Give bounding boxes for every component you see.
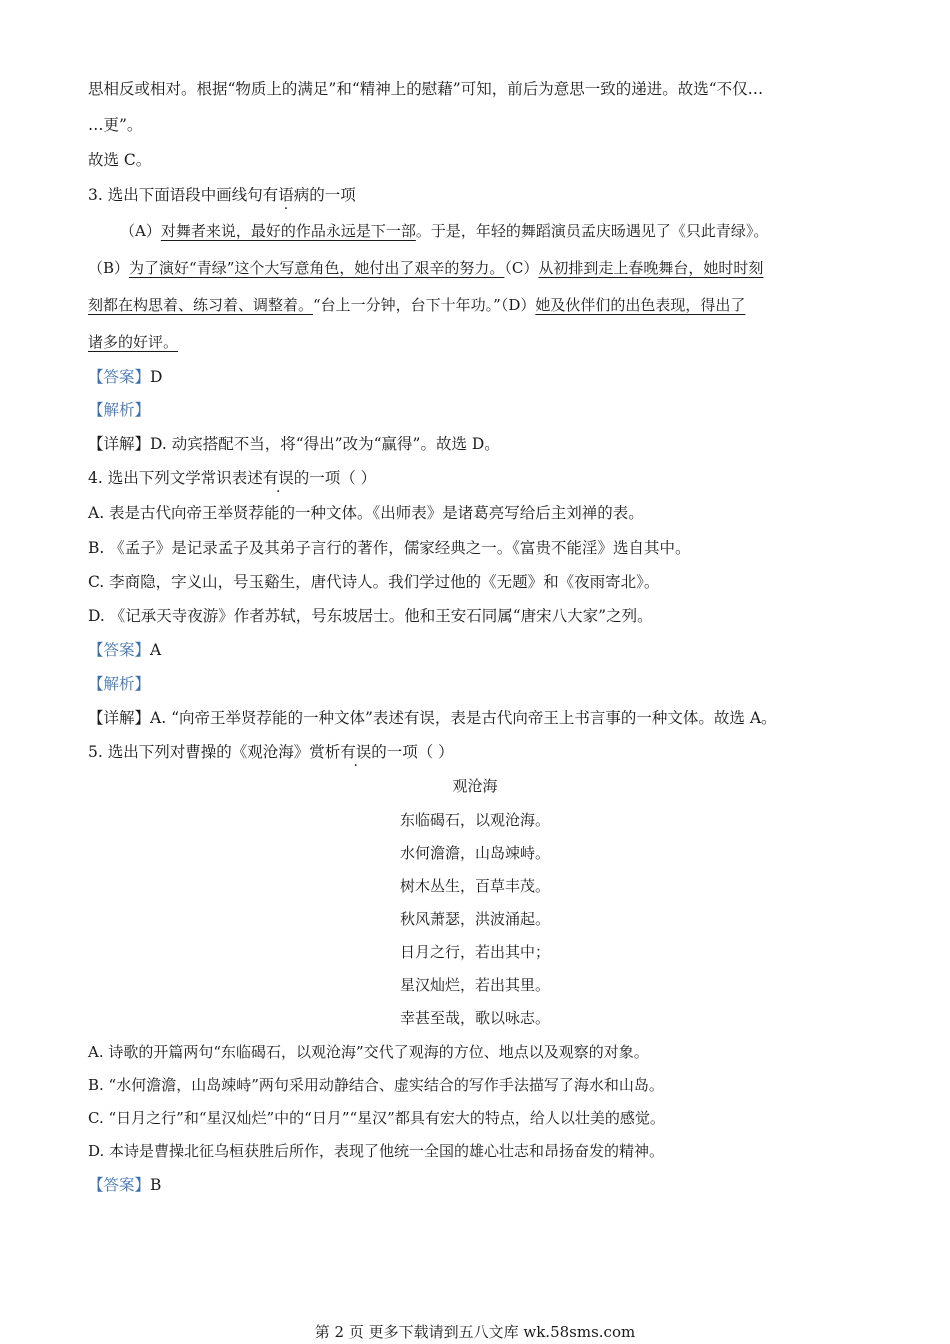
underlined-sentence-c: 从初排到走上春晚舞台，她时时刻 — [538, 259, 764, 277]
answer-value: B — [150, 1176, 162, 1194]
poem-line: 幸甚至哉，歌以咏志。 — [399, 1009, 550, 1027]
poem-line: 水何澹澹，山岛竦峙。 — [399, 844, 550, 862]
question-5-title: 5. 选出下列对曹操的《观沧海》赏析有误的一项（ ） — [88, 743, 454, 761]
option-a: A. 表是古代向帝王举贤荐能的一种文体。《出师表》是诸葛亮写给后主刘禅的表。 — [88, 504, 644, 522]
option-c: C. “日月之行”和“星汉灿烂”中的“日月”“星汉”都具有宏大的特点，给人以壮美的感觉。 — [88, 1109, 665, 1127]
analysis-label: 【解析】 — [88, 675, 151, 693]
underlined-sentence-c-cont: 刻都在构思着、练习着、调整着。 — [88, 296, 314, 314]
analysis-label: 【解析】 — [88, 401, 151, 419]
detail-line: 【详解】D. 动宾搭配不当，将“得出”改为“赢得”。故选 D。 — [88, 435, 500, 453]
passage-line: 刻都在构思着、练习着、调整着。“台上一分钟，台下十年功。”（D）她及伙伴们的出色表现，得出了 — [88, 296, 746, 314]
option-a: A. 诗歌的开篇两句“东临碣石，以观沧海”交代了观海的方位、地点以及观察的对象。 — [88, 1043, 649, 1061]
answer-value: A — [150, 641, 162, 659]
answer-line — [88, 639, 862, 661]
question-3-title: 3. 选出下面语段中画线句有语病的一项 — [88, 186, 356, 204]
text-line: …更”。 — [88, 116, 143, 134]
detail-label: 【详解】 — [88, 435, 151, 453]
poem-line: 日月之行，若出其中； — [399, 943, 550, 961]
option-b: B. 《孟子》是记录孟子及其弟子言行的著作，儒家经典之一。《富贵不能淫》选自其中。 — [88, 539, 691, 557]
emphasis-dots: 有误 — [262, 469, 294, 487]
poem-line: 星汉灿烂，若出其里。 — [399, 976, 550, 994]
poem-line: 秋风萧瑟，洪波涌起。 — [399, 910, 550, 928]
underlined-sentence-b: 为了演好“青绿”这个大写意角色，她付出了艰辛的努力。 — [129, 259, 505, 277]
answer-label: 【答案】 — [88, 1176, 151, 1194]
emphasis-dots: 有误 — [340, 743, 372, 761]
detail-label: 【详解】 — [88, 709, 151, 727]
page-footer: 第 2 页 更多下载请到五八文库 wk.58sms.com — [314, 1323, 636, 1341]
underlined-sentence-d-cont: 诸多的好评。 — [88, 333, 179, 351]
option-d: D. 本诗是曹操北征乌桓获胜后所作，表现了他统一全国的雄心壮志和昂扬奋发的精神。 — [88, 1142, 665, 1160]
passage-line: （A）对舞者来说，最好的作品永远是下一部。于是，年轻的舞蹈演员孟庆旸遇见了《只此青绿》。 — [120, 222, 769, 240]
text-line: 故选 C。 — [88, 151, 152, 169]
answer-label: 【答案】 — [88, 641, 151, 659]
answer-value: D — [150, 368, 163, 386]
poem-title: 观沧海 — [452, 777, 498, 795]
answer-line — [88, 366, 862, 388]
emphasis-dots: 有语病 — [262, 186, 310, 204]
option-c: C. 李商隐，字义山，号玉谿生，唐代诗人。我们学过他的《无题》和《夜雨寄北》。 — [88, 573, 660, 591]
passage-line: （B）为了演好“青绿”这个大写意角色，她付出了艰辛的努力。（C）从初排到走上春晚舞台，她时时刻 — [88, 259, 764, 277]
passage-line — [88, 331, 862, 353]
option-b: B. “水何澹澹，山岛竦峙”两句采用动静结合、虚实结合的写作手法描写了海水和山岛。 — [88, 1076, 664, 1094]
question-4-title: 4. 选出下列文学常识表述有误的一项（ ） — [88, 469, 377, 487]
option-d: D. 《记承天寺夜游》作者苏轼，号东坡居士。他和王安石同属“唐宋八大家”之列。 — [88, 607, 653, 625]
poem-line: 树木丛生，百草丰茂。 — [399, 877, 550, 895]
underlined-sentence-d: 她及伙伴们的出色表现，得出了 — [535, 296, 746, 314]
underlined-sentence-a: 对舞者来说，最好的作品永远是下一部 — [160, 222, 416, 240]
detail-line: 【详解】A. “向帝王举贤荐能的一种文体”表述有误，表是古代向帝王上书言事的一种文体。故选 A。 — [88, 709, 777, 727]
text-line: 思相反或相对。根据“物质上的满足”和“精神上的慰藉”可知，前后为意思一致的递进。故选“不仅… — [88, 80, 764, 98]
poem-line: 东临碣石，以观沧海。 — [399, 811, 550, 829]
answer-label: 【答案】 — [88, 368, 151, 386]
answer-line — [88, 1174, 862, 1196]
